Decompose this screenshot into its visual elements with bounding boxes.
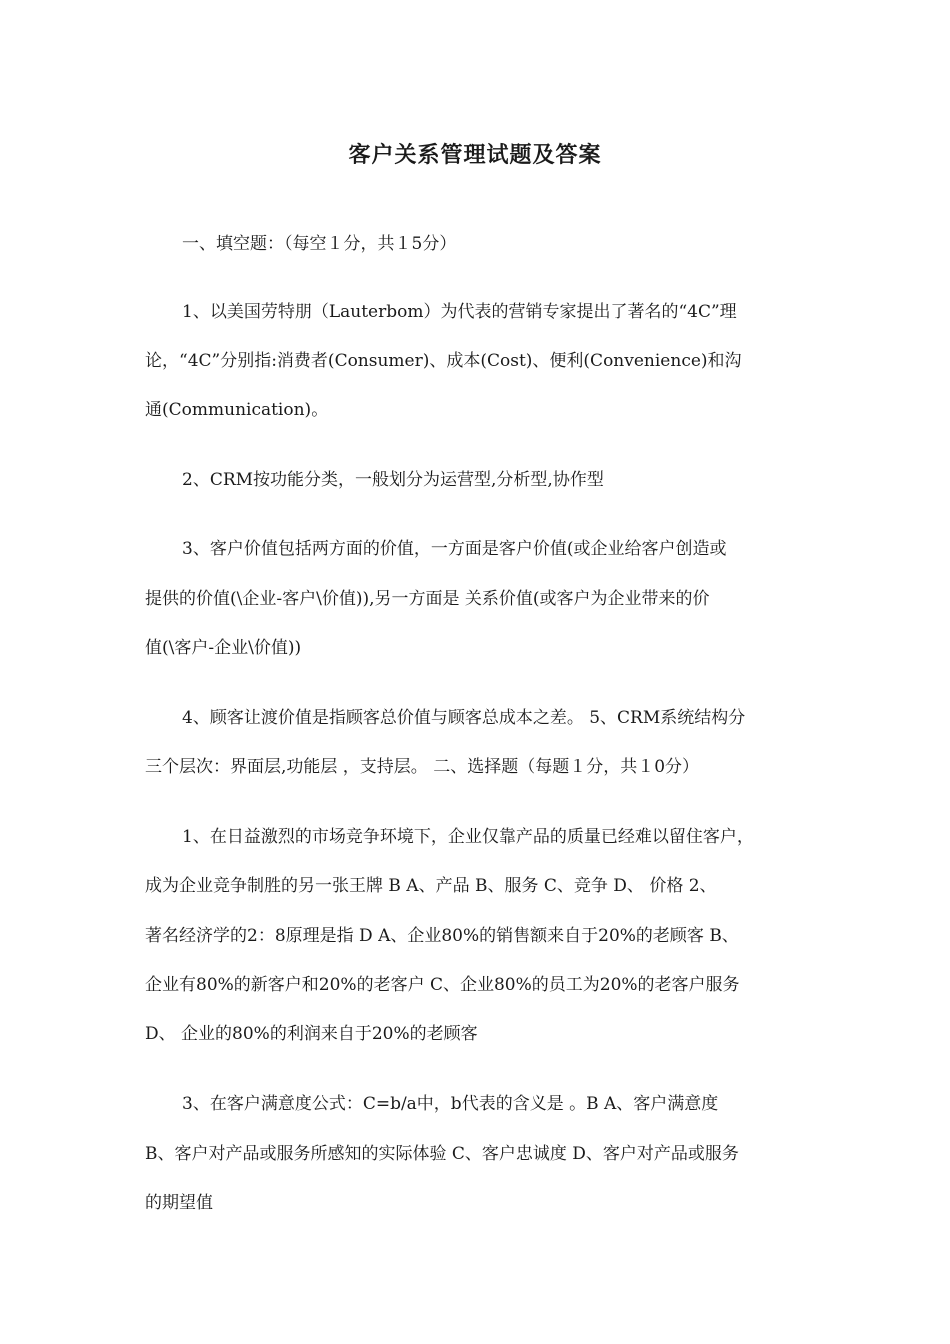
paragraph-line: 1、以美国劳特朋（Lauterbom）为代表的营销专家提出了著名的“4C”理: [182, 302, 737, 322]
paragraph-line: 3、客户价值包括两方面的价值，一方面是客户价值(或企业给客户创造或: [182, 539, 727, 559]
paragraph-line: 通(Communication)。: [145, 400, 329, 420]
paragraph-line: 值(\客户-企业\价值)): [145, 638, 302, 658]
paragraph-line: B、客户对产品或服务所感知的实际体验 C、客户忠诚度 D、客户对产品或服务: [145, 1144, 739, 1164]
document-title: 客户关系管理试题及答案: [348, 143, 602, 168]
paragraph-line: 成为企业竞争制胜的另一张王牌 B A、产品 B、服务 C、竞争 D、 价格 2、: [145, 876, 717, 896]
paragraph-line: 3、在客户满意度公式：C=b/a中，b代表的含义是 。B A、客户满意度: [182, 1094, 719, 1114]
paragraph-line: 企业有80%的新客户和20%的老客户 C、企业80%的员工为20%的老客户服务: [145, 975, 740, 995]
paragraph-line: 的期望值: [145, 1193, 213, 1213]
paragraph-line: 论，“4C”分别指:消费者(Consumer)、成本(Cost)、便利(Convenience)和沟: [145, 351, 742, 371]
paragraph-line: 著名经济学的2：8原理是指 D A、企业80%的销售额来自于20%的老顾客 B、: [145, 926, 739, 946]
paragraph-line: 提供的价值(\企业-客户\价值)),另一方面是 关系价值(或客户为企业带来的价: [145, 589, 710, 609]
paragraph-line: 4、顾客让渡价值是指顾客总价值与顾客总成本之差。 5、CRM系统结构分: [182, 708, 746, 728]
paragraph-line: D、 企业的80%的利润来自于20%的老顾客: [145, 1024, 478, 1044]
paragraph-line: 2、CRM按功能分类，一般划分为运营型,分析型,协作型: [182, 470, 604, 490]
section-heading-fill-in: 一、填空题：（每空１分，共１5分）: [182, 234, 457, 254]
paragraph-line: 1、在日益激烈的市场竞争环境下，企业仅靠产品的质量已经难以留住客户，: [182, 827, 754, 847]
paragraph-line: 三个层次：界面层,功能层 ，支持层。 二、选择题（每题１分，共１0分）: [145, 757, 700, 777]
